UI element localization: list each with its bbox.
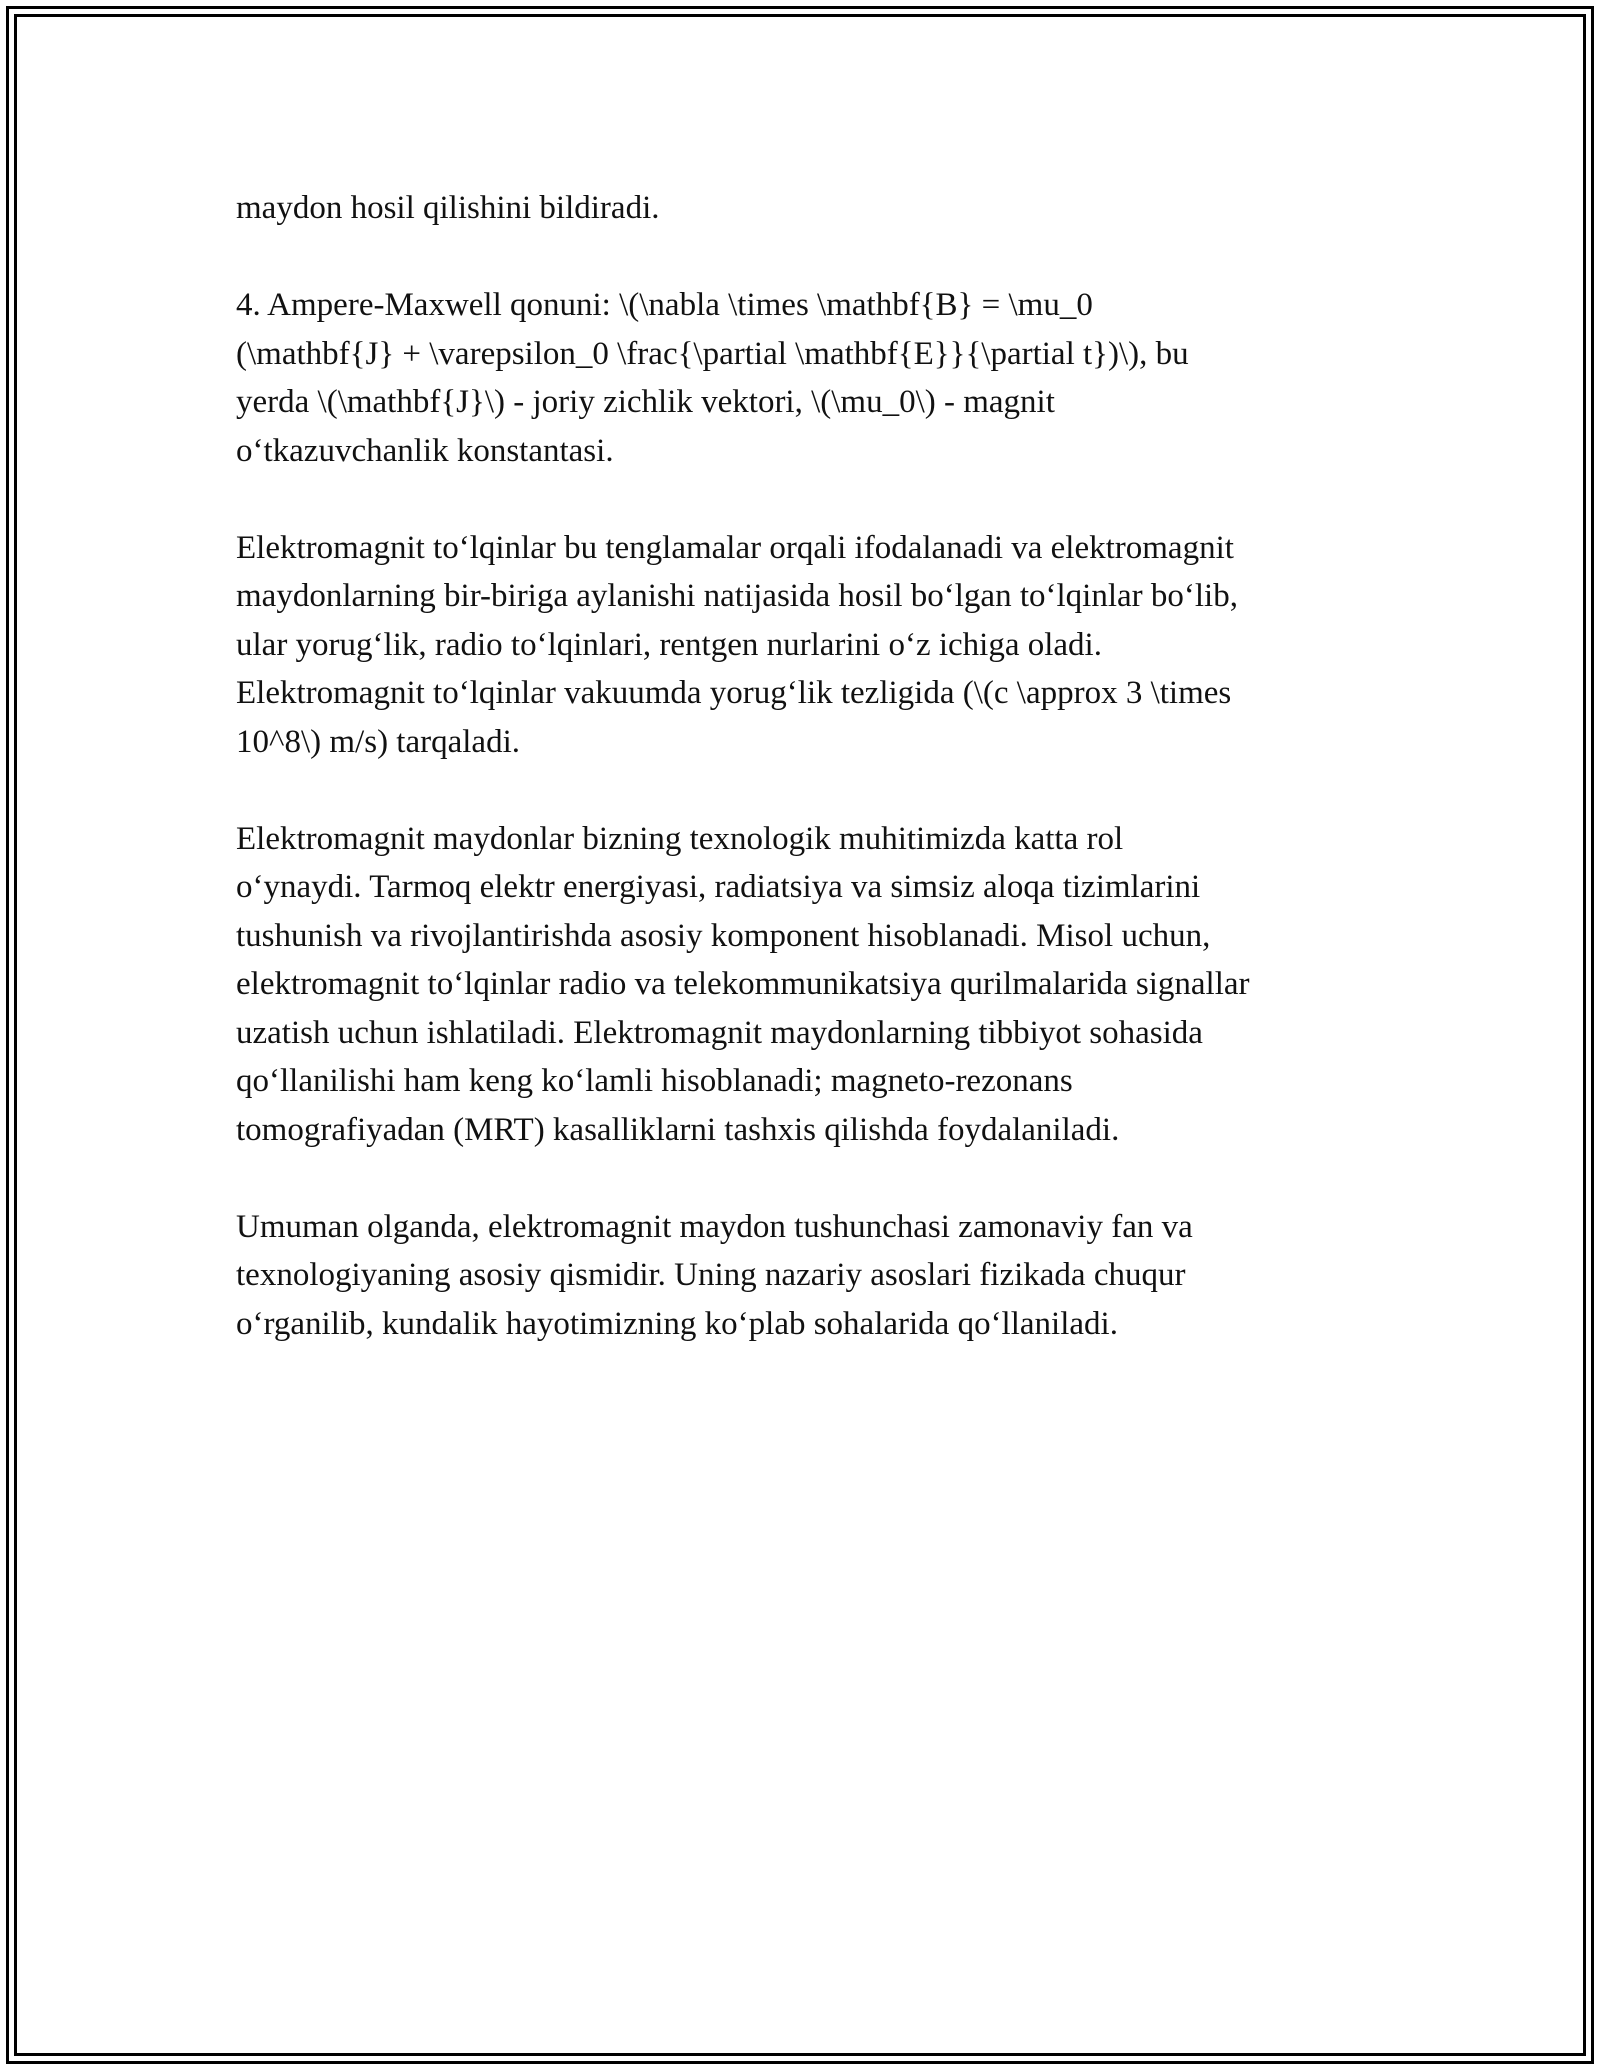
document-body <box>236 184 1366 1397</box>
paragraph-electromagnetic-waves: Elektromagnit to‘lqinlar bu tenglamalar orqali ifodalanadi va elektromagnit maydonlarning bir-biriga aylanishi natijasida hosil bo‘lgan to‘lqinlar bo‘lib, ular yorug‘lik, radio to‘lqinlari, rentgen nurlarini o‘z ichiga oladi. Elektromagnit to‘lqinlar vakuumda yorug‘lik tezligida (\(c \approx 3 \times 10^8\) m/s) tarqaladi. <box>236 529 1238 760</box>
paragraph-conclusion: Umuman olganda, elektromagnit maydon tushunchasi zamonaviy fan va texnologiyaning asosiy qismidir. Uning nazariy asoslari fizikada chuqur o‘rganilib, kundalik hayotimizning ko‘plab sohalarida qo‘llaniladi. <box>236 1208 1193 1342</box>
paragraph-technology-applications: Elektromagnit maydonlar bizning texnologik muhitimizda katta rol o‘ynaydi. Tarmoq elektr energiyasi, radiatsiya va simsiz aloqa tizimlarini tushunish va rivojlantirishda asosiy komponent hisoblanadi. Misol uchun, elektromagnit to‘lqinlar radio va telekommunikatsiya qurilmalarida signallar uzatish uchun ishlatiladi. Elektromagnit maydonlarning tibbiyot sohasida qo‘llanilishi ham keng ko‘lamli hisoblanadi; magneto-rezonans tomografiyadan (MRT) kasalliklarni tashxis qilishda foydalaniladi. <box>236 820 1250 1148</box>
paragraph-ampere-maxwell-law: 4. Ampere-Maxwell qonuni: \(\nabla \times \mathbf{B} = \mu_0 (\mathbf{J} + \varepsilon_0 \frac{\partial \mathbf{E}}{\partial t})\), bu yerda \(\mathbf{J}\) - joriy zichlik vektori, \(\mu_0\) - magnit o‘tkazuvchanlik konstantasi. <box>236 287 1189 469</box>
paragraph-continuation: maydon hosil qilishini bildiradi. <box>236 190 660 226</box>
